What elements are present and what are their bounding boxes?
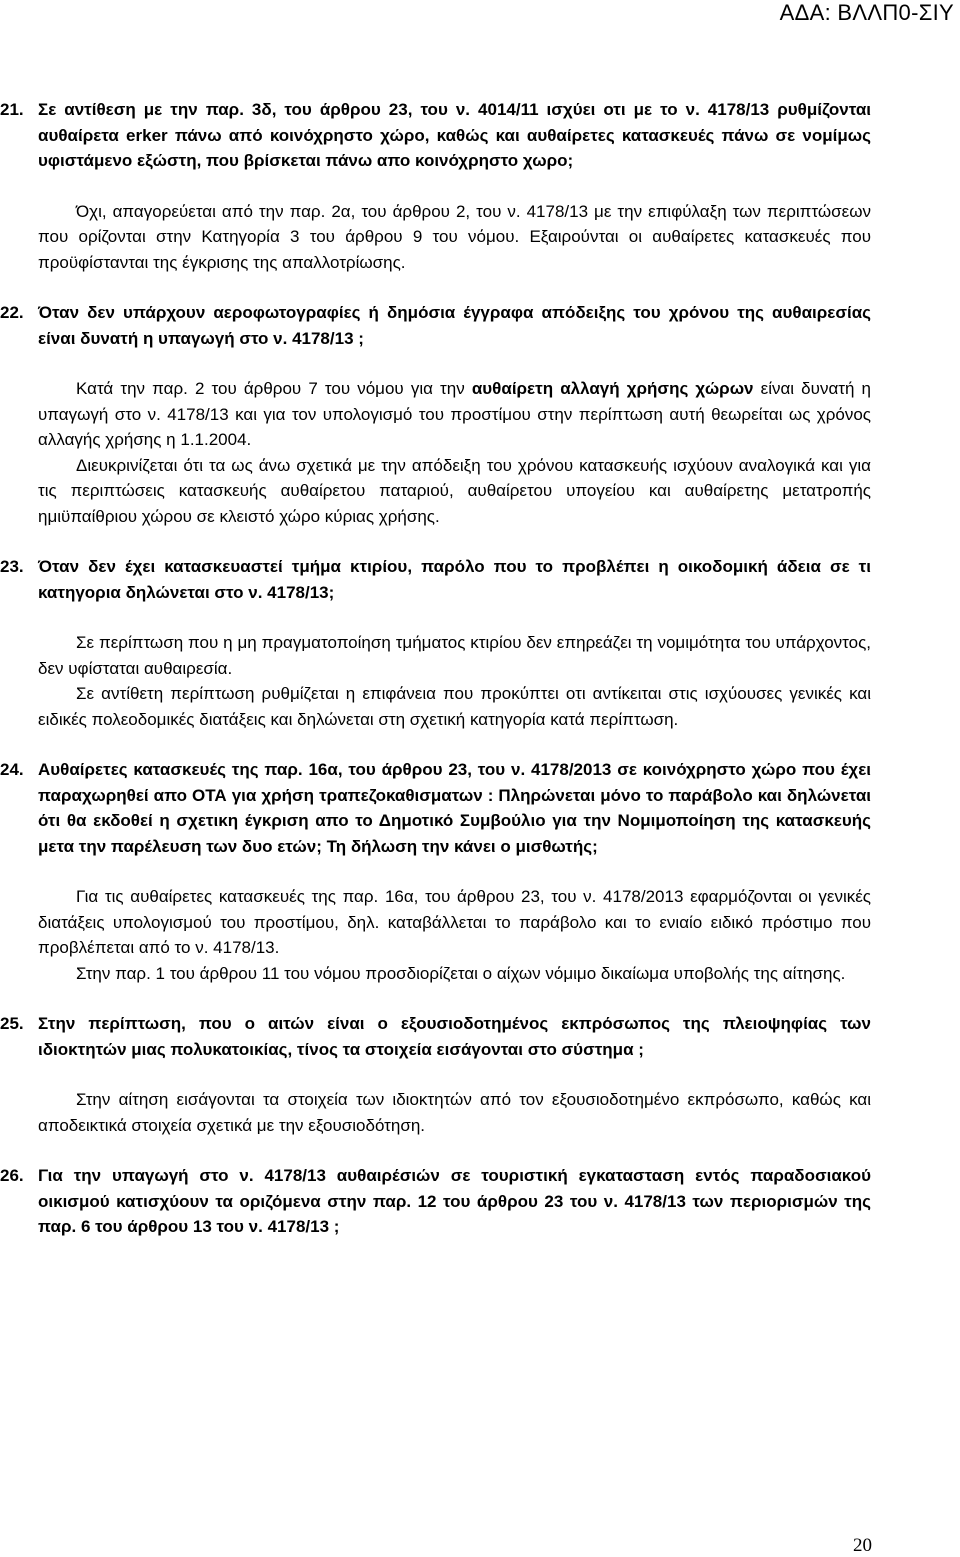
question-number: 23. (0, 557, 24, 576)
answer-23-1 (38, 630, 871, 681)
question-number: 25. (0, 1014, 24, 1033)
answer-text-post: είναι δυνατή η υπαγωγή στο ν. 4178/13 και για τον υπολογισμό του προστίμου στην περίπτωση αυτή θεωρείται ως χρόνος αλλαγής χρήσης η 1.1.2004. (38, 379, 872, 449)
page-number: 20 (853, 1535, 872, 1556)
question-text: Για την υπαγωγή στο ν. 4178/13 αυθαιρέσιών σε τουριστική εγκατασταση εντός παραδοσιακού οικισμού κατισχύουν τα οριζόμενα στην παρ. 12 του άρθρου 23 του ν. 4178/13 των περιορισμών της παρ. 6 του άρθρου 13 του ν. 4178/13 ; (38, 1166, 871, 1236)
ada-code: ΑΔΑ: ΒΛΛΠ0-ΣΙΥ (779, 0, 954, 25)
question-24 (0, 757, 871, 859)
question-text: Σε αντίθεση με την παρ. 3δ, του άρθρου 23, του ν. 4014/11 ισχύει οτι με το ν. 4178/13 ρυθμίζονται αυθαίρετα erker πάνω από κοινόχρηστο χώρο, καθώς και αυθαίρετες κατασκευές πάνω σε νομίμως υφιστάμενο εξώστη, που βρίσκεται πάνω απο κοινόχρηστο χωρο; (38, 100, 871, 170)
question-21 (0, 97, 871, 174)
answer-22-2 (38, 453, 871, 530)
question-23 (0, 554, 871, 605)
answer-text-pre: Κατά την παρ. 2 του άρθρου 7 του νόμου για την (76, 379, 472, 398)
question-22 (0, 300, 871, 351)
question-number: 26. (0, 1166, 24, 1185)
answer-text-bold: αυθαίρετη αλλαγή χρήσης χώρων (471, 379, 754, 398)
document-body (0, 97, 872, 1240)
answer-22-1 (38, 376, 871, 453)
qa-item-25 (0, 1011, 871, 1138)
answer-21-1 (38, 199, 871, 276)
qa-item-23 (0, 554, 871, 732)
question-text: Στην περίπτωση, που ο αιτών είναι ο εξουσιοδοτημένος εκπρόσωπος της πλειοψηφίας των ιδιοκτητών μιας πολυκατοικίας, τίνος τα στοιχεία εισάγονται στο σύστημα ; (38, 1014, 871, 1059)
answer-25-1 (38, 1087, 871, 1138)
question-text: Όταν δεν έχει κατασκευαστεί τμήμα κτιρίου, παρόλο που το προβλέπει η οικοδομική άδεια σε τι κατηγορια δηλώνεται στο ν. 4178/13; (38, 557, 871, 602)
question-text: Αυθαίρετες κατασκευές της παρ. 16α, του άρθρου 23, του ν. 4178/2013 σε κοινόχρηστο χώρο που έχει παραχωρηθεί απο ΟΤΑ για χρήση τραπεζοκαθισματων : Πληρώνεται μόνο το παράβολο και δηλώνεται ότι θα εκδοθεί η σχετικη έγκριση απο το Δημοτικό Συμβούλιο για την Νομιμοποίηση της κατασκευής μετα την παρέλευση των δυο ετών; Τη δήλωση την κάνει ο μισθωτής; (38, 760, 871, 856)
answer-text: Όχι, απαγορεύεται από την παρ. 2α, του άρθρου 2, του ν. 4178/13 με την επιφύλαξη των περιπτώσεων που ορίζονται στην Κατηγορία 3 του άρθρου 9 του νόμου. Εξαιρούνται οι αυθαίρετες κατασκευές που προϋφίστανται της έγκρισης της απαλλοτρίωσης. (38, 201, 871, 272)
answer-24-2 (38, 961, 871, 987)
answer-text: Για τις αυθαίρετες κατασκευές της παρ. 16α, του άρθρου 23, του ν. 4178/2013 εφαρμόζονται οι γενικές διατάξεις υπολογισμού του προστίμου, δηλ. καταβάλλεται το παράβολο και το ενιαίο ειδικό πρόστιμο που προβλέπεται από το ν. 4178/13. (38, 887, 871, 957)
question-number: 22. (0, 303, 24, 322)
answer-text: Σε αντίθετη περίπτωση ρυθμίζεται η επιφάνεια που προκύπτει οτι αντίκειται στις ισχύουσες γενικές και ειδικές πολεοδομικές διατάξεις και δηλώνεται στη σχετική κατηγορία κατά περίπτωση. (38, 684, 871, 729)
question-number: 24. (0, 760, 24, 779)
question-26 (0, 1163, 871, 1240)
qa-item-24 (0, 757, 871, 986)
qa-item-21 (0, 97, 871, 275)
answer-text: Σε περίπτωση που η μη πραγματοποίηση τμήματος κτιρίου δεν επηρεάζει τη νομιμότητα του υπάρχοντος, δεν υφίσταται αυθαιρεσία. (38, 633, 871, 678)
question-number: 21. (0, 100, 24, 119)
answer-text: Στην παρ. 1 του άρθρου 11 του νόμου προσδιορίζεται ο αίχων νόμιμο δικαίωμα υποβολής της αίτησης. (76, 963, 846, 983)
qa-item-22 (0, 300, 872, 529)
answer-23-2 (38, 681, 871, 732)
question-text: Όταν δεν υπάρχουν αεροφωτογραφίες ή δημόσια έγγραφα απόδειξης του χρόνου της αυθαιρεσίας είναι δυνατή η υπαγωγή στο ν. 4178/13 ; (38, 303, 871, 348)
answer-24-1 (38, 884, 871, 961)
answer-text: Διευκρινίζεται ότι τα ως άνω σχετικά με την απόδειξη του χρόνου κατασκευής ισχύουν αναλογικά και για τις περιπτώσεις κατασκευής αυθαίρετου παταριού, αυθαίρετου υπογείου και αυθαίρετης μετατροπής ημιϋπαίθριου χώρου σε κλειστό χώρο κύριας χρήσης. (38, 455, 871, 526)
answer-text: Στην αίτηση εισάγονται τα στοιχεία των ιδιοκτητών από τον εξουσιοδοτημένο εκπρόσωπο, καθώς και αποδεικτικά στοιχεία σχετικά με την εξουσιοδότηση. (38, 1090, 871, 1135)
qa-item-26 (0, 1163, 871, 1240)
question-25 (0, 1011, 871, 1062)
